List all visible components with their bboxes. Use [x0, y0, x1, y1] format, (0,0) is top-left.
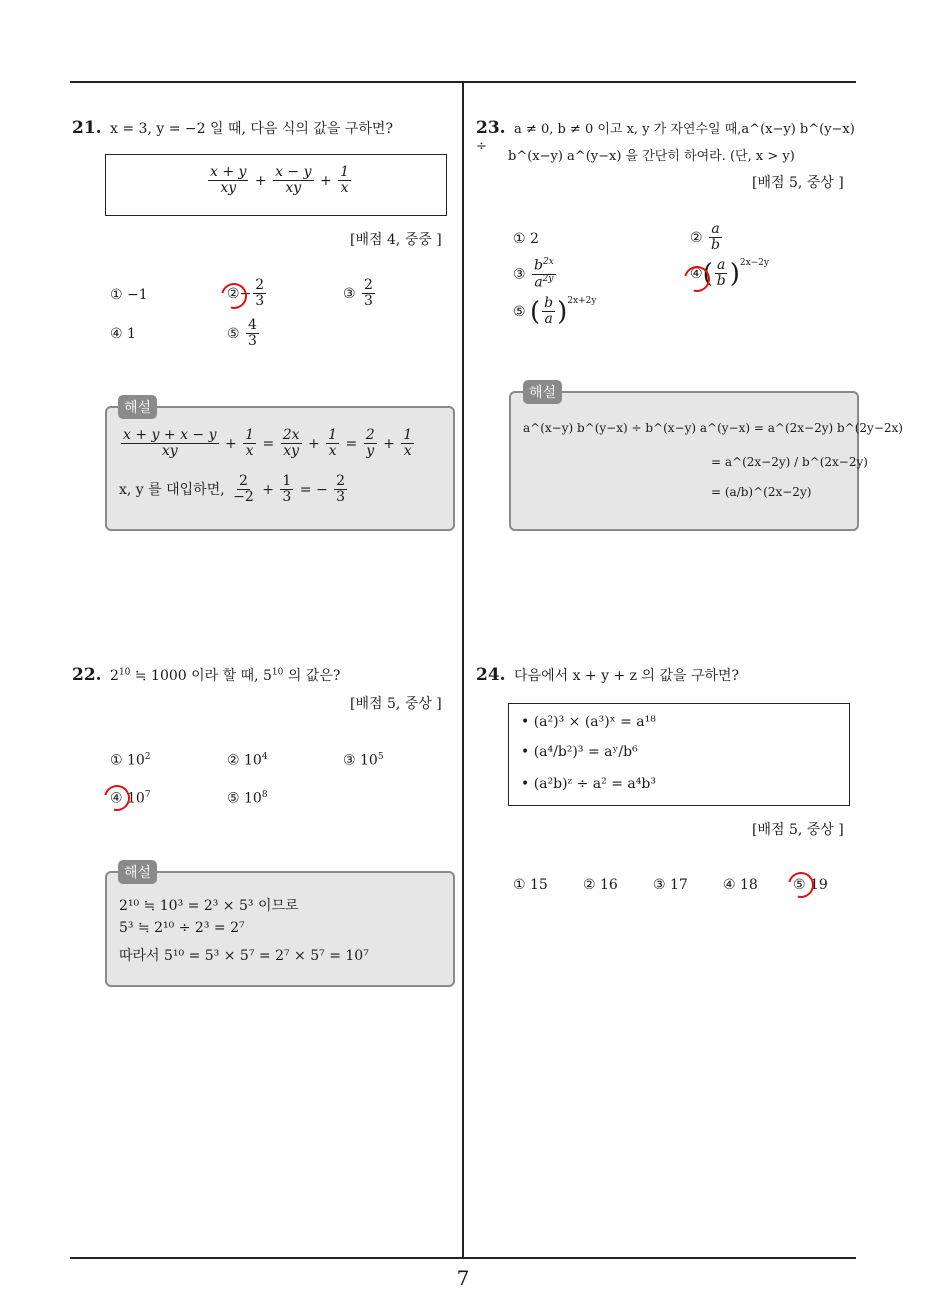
question-number: 21.	[72, 118, 102, 138]
frac-den: 3	[336, 489, 346, 506]
frac-den: 3	[248, 333, 257, 350]
choice-label: ②	[227, 285, 240, 302]
choice-1[interactable]: ① $10^2$	[110, 752, 151, 769]
solution-line-3: = (a/b)^(2x−2y)	[711, 485, 812, 499]
question-prompt-line2: b^(x−y) a^(y−x) 을 간단히 하여라. (단, x > y)	[508, 149, 795, 164]
condition-2: • (a⁴/b²)³ = aʸ/b⁶	[521, 744, 638, 760]
choice-3[interactable]	[343, 278, 377, 310]
condition-3: • (a²b)ᶻ ÷ a² = a⁴b³	[521, 776, 656, 792]
question-number: 23.	[476, 118, 506, 138]
frac-den: −2	[233, 489, 254, 506]
choice-sign: −	[239, 285, 252, 302]
frac-den: x	[245, 443, 254, 460]
frac-num: x − y	[275, 164, 312, 180]
frac-num: 2	[364, 277, 373, 293]
choice-label: ③	[343, 285, 356, 302]
column-divider	[462, 83, 464, 1259]
choice-1[interactable]: ① 2	[513, 231, 539, 247]
frac-num: 4	[248, 317, 257, 333]
question-24	[476, 665, 739, 685]
frac-num: 2	[239, 473, 248, 489]
frac-num: 2	[336, 473, 346, 489]
solution-line-2: x, y 를 대입하면, $\frac{2}{-2}$ + $\frac{1}{3}$ = − $\frac{2}{3}$	[119, 473, 346, 506]
answer-mark	[783, 867, 819, 903]
frac-den: y	[366, 443, 375, 460]
page-number: 7	[456, 1266, 470, 1290]
expression-box: $\frac{x + y}{xy}$ + $\frac{x - y}{xy}$ + $\frac{1}{x}$	[105, 154, 447, 216]
question-prompt-line1: a ≠ 0, b ≠ 0 이고 x, y 가 자연수일 때,a^(x−y) b^(y−x) ÷	[476, 122, 855, 154]
frac-den: x	[340, 180, 349, 197]
score-label: [배점 5, 중상 ]	[752, 175, 844, 191]
choice-label: ⑤	[227, 325, 240, 342]
solution-tab: 해설	[523, 380, 562, 404]
frac-num: 2	[255, 277, 265, 293]
choice-1[interactable]: ① 15	[513, 877, 548, 893]
frac-num: 2x	[282, 427, 300, 443]
solution-line-1: a^(x−y) b^(y−x) ÷ b^(x−y) a^(y−x) = a^(2x−2y) b^(2y−2x)	[523, 421, 903, 435]
frac-num: 1	[245, 427, 255, 443]
frac-den: 3	[364, 293, 373, 310]
conditions-box	[508, 703, 850, 806]
choice-5[interactable]: ⑤ $10^8$	[227, 790, 268, 807]
question-prompt: x = 3, y = −2 일 때, 다음 식의 값을 구하면?	[110, 121, 393, 137]
choice-5[interactable]: ⑤ ( $\frac{b}{a}$ )$^{2x+2y}$	[513, 295, 597, 328]
frac-num: 2	[365, 427, 375, 443]
solution-text: x, y 를 대입하면,	[119, 481, 225, 498]
frac-den: xy	[220, 180, 237, 197]
question-21	[72, 118, 393, 138]
choice-5[interactable]: ⑤ 19	[793, 877, 828, 893]
choice-4[interactable]: ④( $\frac{a}{b}$ )$^{2x-2y}$	[690, 257, 769, 290]
question-22	[72, 665, 340, 685]
question-prompt: $2^{10}$ ≒ 1000 이라 할 때, $5^{10}$ 의 값은?	[110, 667, 341, 684]
choice-4[interactable]: ④ $10^7$	[110, 790, 151, 807]
choice-2[interactable]: ② $10^4$	[227, 752, 268, 769]
solution-tab: 해설	[118, 860, 157, 884]
frac-den: 3	[255, 293, 265, 310]
frac-num: x + y	[210, 164, 247, 180]
score-label: [배점 5, 중상 ]	[752, 822, 844, 838]
solution-line-3: 따라서 5¹⁰ = 5³ × 5⁷ = 2⁷ × 5⁷ = 10⁷	[119, 948, 369, 964]
choice-1[interactable]: ① −1	[110, 287, 148, 303]
choice-4[interactable]: ④ 18	[723, 877, 758, 893]
question-prompt: 다음에서 x + y + z 의 값을 구하면?	[514, 668, 740, 684]
score-label: [배점 5, 중상 ]	[350, 696, 442, 712]
frac-num: 1	[340, 164, 350, 180]
solution-box	[105, 871, 455, 987]
solution-box	[509, 391, 903, 531]
question-number: 24.	[476, 665, 506, 685]
score-label: [배점 4, 중중 ]	[350, 232, 442, 248]
frac-den: xy	[285, 180, 302, 197]
choice-5[interactable]	[227, 318, 261, 350]
frac-den: xy	[161, 443, 178, 460]
choice-3[interactable]: ③ 17	[653, 877, 688, 893]
solution-line-1: $\frac{x + y + x - y}{xy}$ + $\frac{1}{x}$ = $\frac{2x}{xy}$ + $\frac{1}{x}$ = $\frac{2}{y}$ + $\frac{1}{x}$	[123, 427, 413, 460]
choice-4[interactable]: ④ 1	[110, 326, 136, 342]
solution-line-2: = a^(2x−2y) / b^(2x−2y)	[711, 455, 868, 469]
frac-den: 3	[282, 489, 292, 506]
solution-line-2: 5³ ≒ 2¹⁰ ÷ 2³ = 2⁷	[119, 920, 245, 936]
condition-1: • (a²)³ × (a³)ˣ = a¹⁸	[521, 714, 656, 730]
solution-box	[105, 406, 455, 531]
frac-num: x + y + x − y	[123, 427, 217, 443]
answer-mark	[99, 780, 135, 816]
question-number: 22.	[72, 665, 102, 685]
solution-line-1: 2¹⁰ ≒ 10³ = 2³ × 5³ 이므로	[119, 898, 299, 914]
solution-tab: 해설	[118, 395, 157, 419]
choice-3[interactable]: ③ $10^5$	[343, 752, 384, 769]
frac-den: xy	[283, 443, 300, 460]
choice-3[interactable]: ③ $\frac{b^{2x}}{a^{2y}}$	[513, 257, 554, 291]
choice-2[interactable]: ② 16	[583, 877, 618, 893]
choice-2[interactable]: ② $\frac{a}{b}$	[690, 221, 720, 254]
